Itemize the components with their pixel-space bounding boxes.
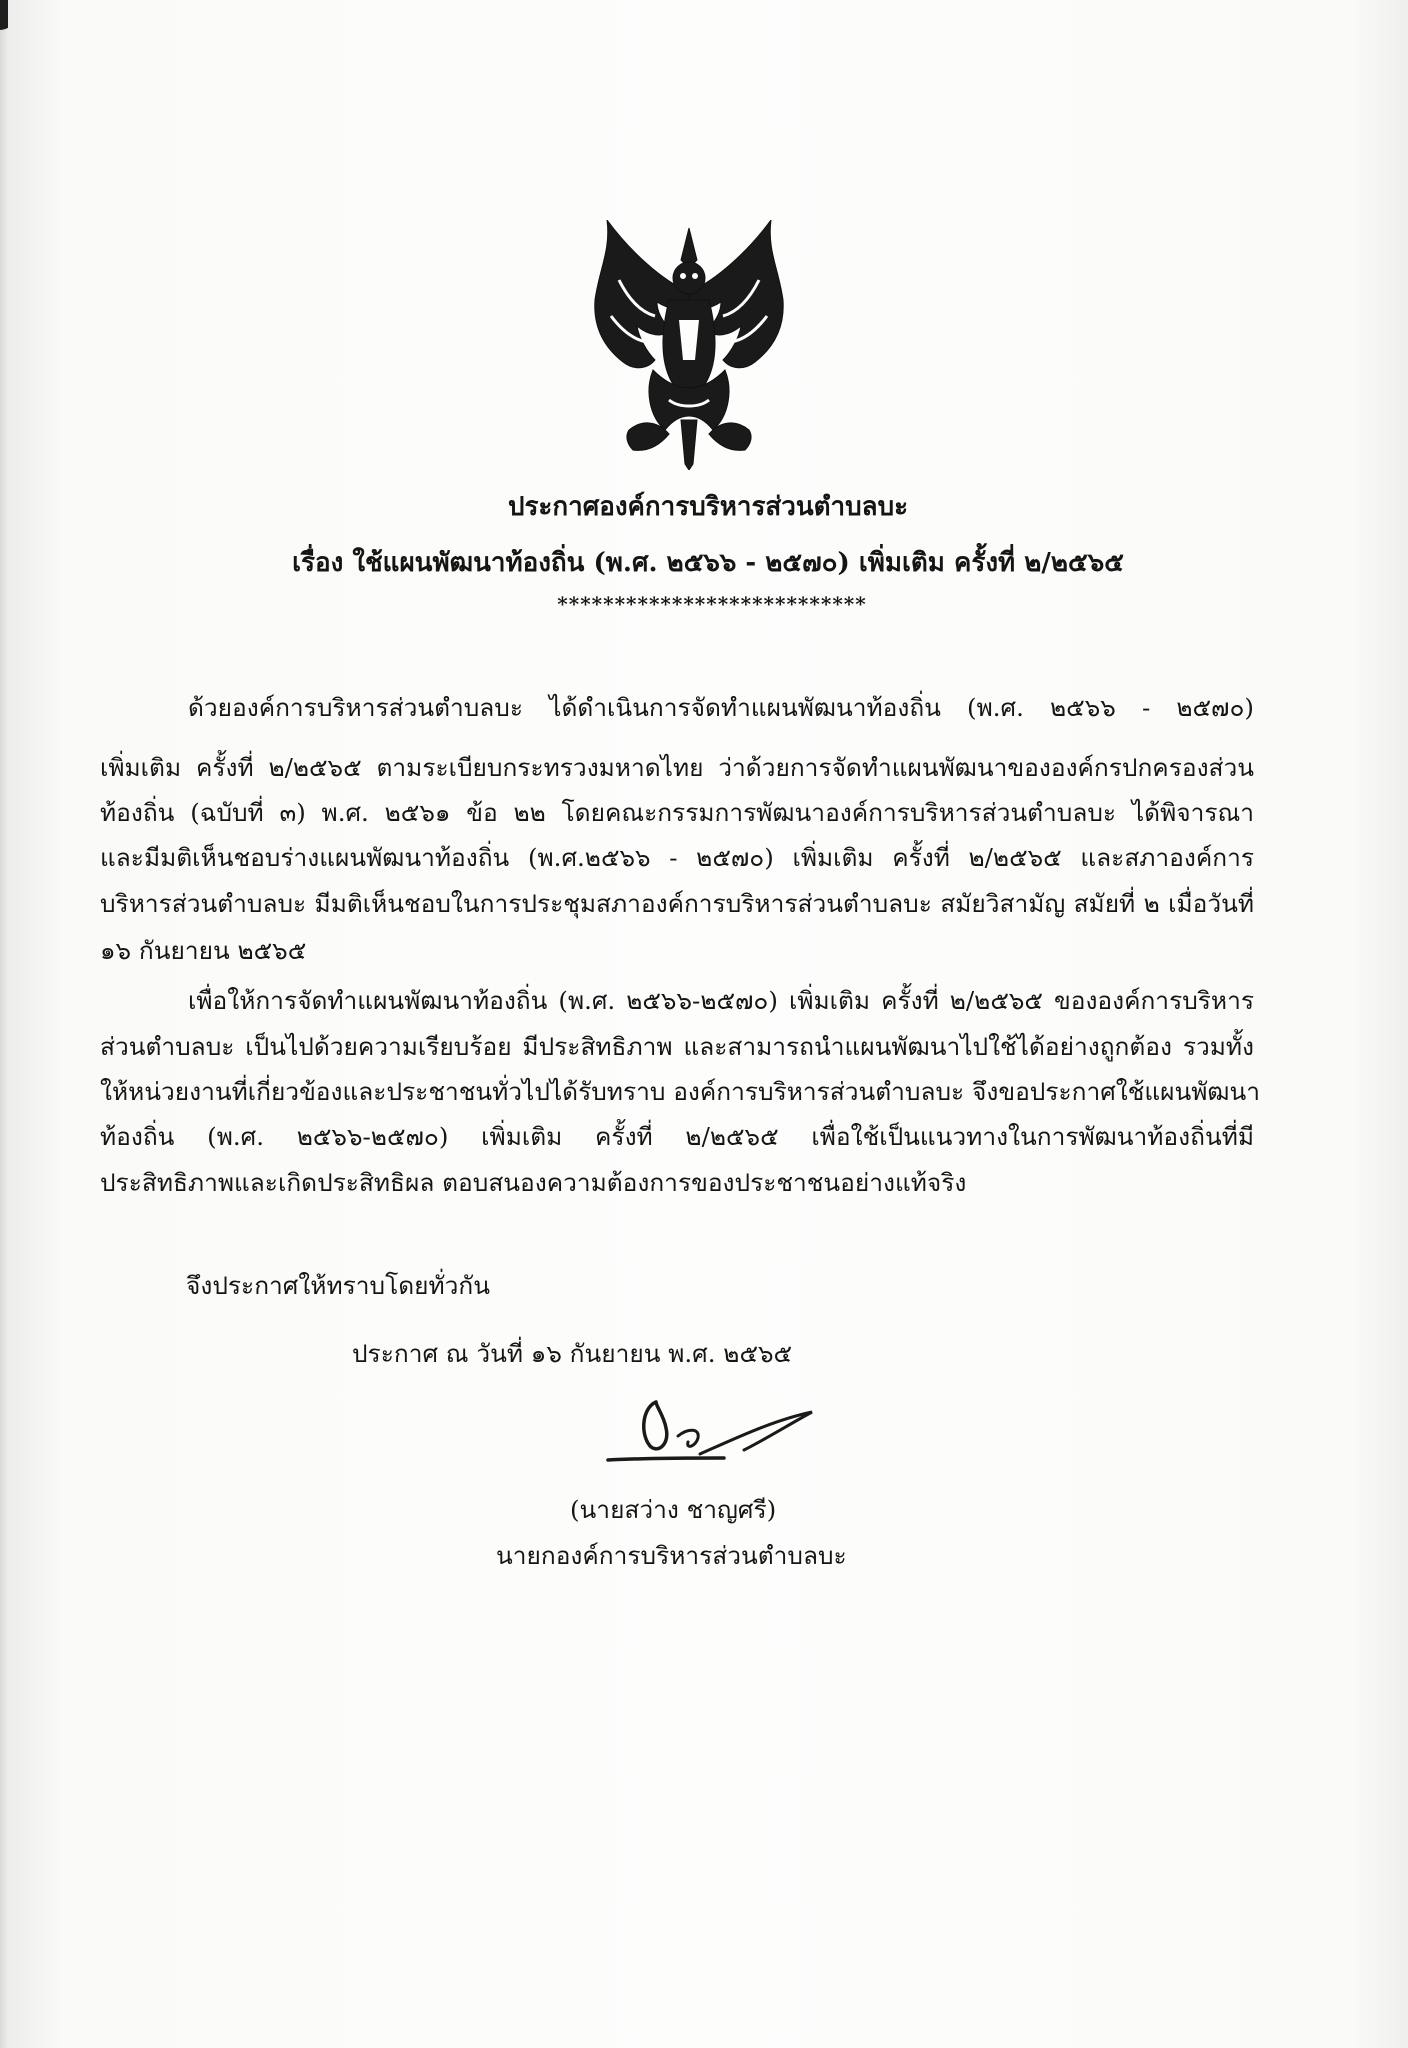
paragraph-2-line: ท้องถิ่น (พ.ศ. ๒๕๖๖-๒๕๗๐) เพิ่มเติม ครั้งที่ ๒/๒๕๖๕ เพื่อใช้เป็นแนวทางในการพัฒนาท้องถิ่นที่มี bbox=[100, 1122, 1254, 1151]
paragraph-1-line: ๑๖ กันยายน ๒๕๖๕ bbox=[100, 936, 307, 965]
signer-position: นายกองค์การบริหารส่วนตำบลบะ bbox=[496, 1541, 847, 1570]
page-edge-shadow bbox=[0, 0, 8, 2048]
garuda-emblem-icon bbox=[586, 220, 792, 470]
document-title: ประกาศองค์การบริหารส่วนตำบลบะ bbox=[507, 492, 909, 522]
signer-name: (นายสว่าง ชาญศรี) bbox=[570, 1495, 777, 1524]
title-separator: *************************** bbox=[557, 592, 867, 616]
paragraph-2-line: ประสิทธิภาพและเกิดประสิทธิผล ตอบสนองความต้องการของประชาชนอย่างแท้จริง bbox=[100, 1168, 967, 1197]
paragraph-2-line: ส่วนตำบลบะ เป็นไปด้วยความเรียบร้อย มีประสิทธิภาพ และสามารถนำแผนพัฒนาไปใช้ได้อย่างถูกต้อง รวมทั้ง bbox=[100, 1032, 1254, 1061]
paragraph-1-line: ท้องถิ่น (ฉบับที่ ๓) พ.ศ. ๒๕๖๑ ข้อ ๒๒ โดยคณะกรรมการพัฒนาองค์การบริหารส่วนตำบลบะ ได้พิจารณา bbox=[100, 798, 1254, 827]
paragraph-1-line: และมีมติเห็นชอบร่างแผนพัฒนาท้องถิ่น (พ.ศ.๒๕๖๖ - ๒๕๗๐) เพิ่มเติม ครั้งที่ ๒/๒๕๖๕ และสภาองค์การ bbox=[100, 843, 1254, 872]
announcement-date: ประกาศ ณ วันที่ ๑๖ กันยายน พ.ศ. ๒๕๖๕ bbox=[352, 1339, 793, 1368]
closing-statement: จึงประกาศให้ทราบโดยทั่วกัน bbox=[186, 1271, 490, 1300]
handwritten-signature bbox=[604, 1388, 818, 1474]
document-page bbox=[8, 0, 1408, 2048]
document-subject: เรื่อง ใช้แผนพัฒนาท้องถิ่น (พ.ศ. ๒๕๖๖ - ๒๕๗๐) เพิ่มเติม ครั้งที่ ๒/๒๕๖๕ bbox=[292, 548, 1124, 578]
paragraph-1-line: เพิ่มเติม ครั้งที่ ๒/๒๕๖๕ ตามระเบียบกระทรวงมหาดไทย ว่าด้วยการจัดทำแผนพัฒนาขององค์กรปกครองส่วน bbox=[100, 753, 1254, 782]
paragraph-2-line: เพื่อให้การจัดทำแผนพัฒนาท้องถิ่น (พ.ศ. ๒๕๖๖-๒๕๗๐) เพิ่มเติม ครั้งที่ ๒/๒๕๖๕ ขององค์การบริหาร bbox=[188, 986, 1254, 1015]
paragraph-2-line: ให้หน่วยงานที่เกี่ยวข้องและประชาชนทั่วไปได้รับทราบ องค์การบริหารส่วนตำบลบะ จึงขอประกาศใช้แผนพัฒนา bbox=[100, 1077, 1261, 1106]
paragraph-1-line: บริหารส่วนตำบลบะ มีมติเห็นชอบในการประชุมสภาองค์การบริหารส่วนตำบลบะ สมัยวิสามัญ สมัยที่ ๒ เมื่อวันที่ bbox=[100, 889, 1254, 918]
paragraph-1-line: ด้วยองค์การบริหารส่วนตำบลบะ ได้ดำเนินการจัดทำแผนพัฒนาท้องถิ่น (พ.ศ. ๒๕๖๖ - ๒๕๗๐) bbox=[188, 693, 1254, 722]
